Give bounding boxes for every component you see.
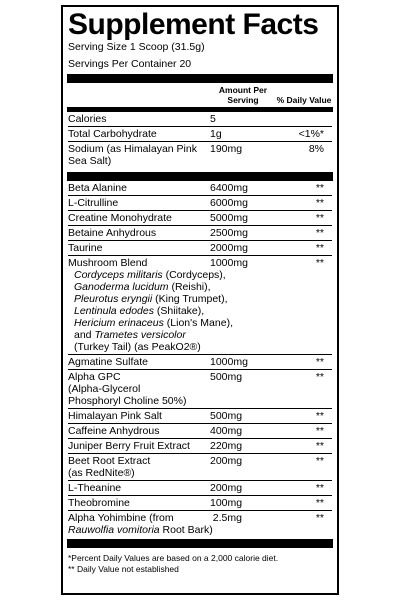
serving-size: Serving Size 1 Scoop (31.5g): [68, 41, 205, 53]
divider-thick: [67, 74, 333, 83]
amount-header: Amount Per Serving: [218, 85, 268, 105]
divider-thick: [67, 539, 333, 548]
footnote-daily-values: *Percent Daily Values are based on a 2,000 calorie diet.: [68, 553, 279, 563]
divider-thick: [67, 172, 333, 181]
row-juniper-berry: Juniper Berry Fruit Extract 220mg **: [68, 438, 332, 453]
daily-value-header: % Daily Value: [276, 95, 332, 105]
row-calories: Calories 5: [68, 113, 216, 125]
row-theobromine: Theobromine 100mg **: [68, 495, 332, 510]
row-alpha-gpc: Alpha GPC (Alpha-Glycerol Phosphoryl Choline 50%) 500mg **: [68, 369, 332, 408]
footnote-not-established: ** Daily Value not established: [68, 564, 179, 574]
row-sodium: Sodium (as Himalayan Pink Sea Salt) 190mg 8%: [68, 141, 332, 168]
row-himalayan-pink-salt: Himalayan Pink Salt 500mg **: [68, 408, 332, 423]
row-alpha-yohimbine: Alpha Yohimbine (from Rauwolfia vomitoria Root Bark) 2.5mg **: [68, 510, 332, 537]
servings-per-container: Servings Per Container 20: [68, 58, 192, 70]
mushroom-blend-list: Cordyceps militaris (Cordyceps), Ganoderma lucidum (Reishi), Pleurotus eryngii (King Trumpet), Lentinula edodes (Shiitake), Hericium erinaceus (Lion's Mane), and Trametes versicolor (Turkey Tail) (as PeakO2®): [74, 269, 233, 353]
row-betaine: Betaine Anhydrous 2500mg **: [68, 225, 332, 240]
row-l-theanine: L-Theanine 200mg **: [68, 480, 332, 495]
row-caffeine: Caffeine Anhydrous 400mg **: [68, 423, 332, 438]
row-beta-alanine: Beta Alanine 6400mg **: [68, 182, 324, 194]
row-total-carbohydrate: Total Carbohydrate 1g <1%*: [68, 126, 332, 141]
supplement-facts-panel: [61, 5, 339, 595]
row-l-citrulline: L-Citrulline 6000mg **: [68, 195, 332, 210]
row-beet-root: Beet Root Extract (as RedNite®) 200mg **: [68, 453, 332, 480]
row-agmatine: Agmatine Sulfate 1000mg **: [68, 354, 332, 369]
panel-title: Supplement Facts: [68, 8, 319, 41]
row-mushroom-blend: Mushroom Blend 1000mg Cordyceps militaris (Cordyceps), Ganoderma lucidum (Reishi), Pleurotus eryngii (King Trumpet), Lentinula edodes (Shiitake), Hericium erinaceus (Lion's Mane), and Trametes versicolor (Turkey Tail) (as PeakO2®) **: [68, 255, 332, 354]
footnotes: [68, 553, 332, 575]
row-taurine: Taurine 2000mg **: [68, 240, 332, 255]
column-header: [68, 83, 332, 107]
row-creatine: Creatine Monohydrate 5000mg **: [68, 210, 332, 225]
